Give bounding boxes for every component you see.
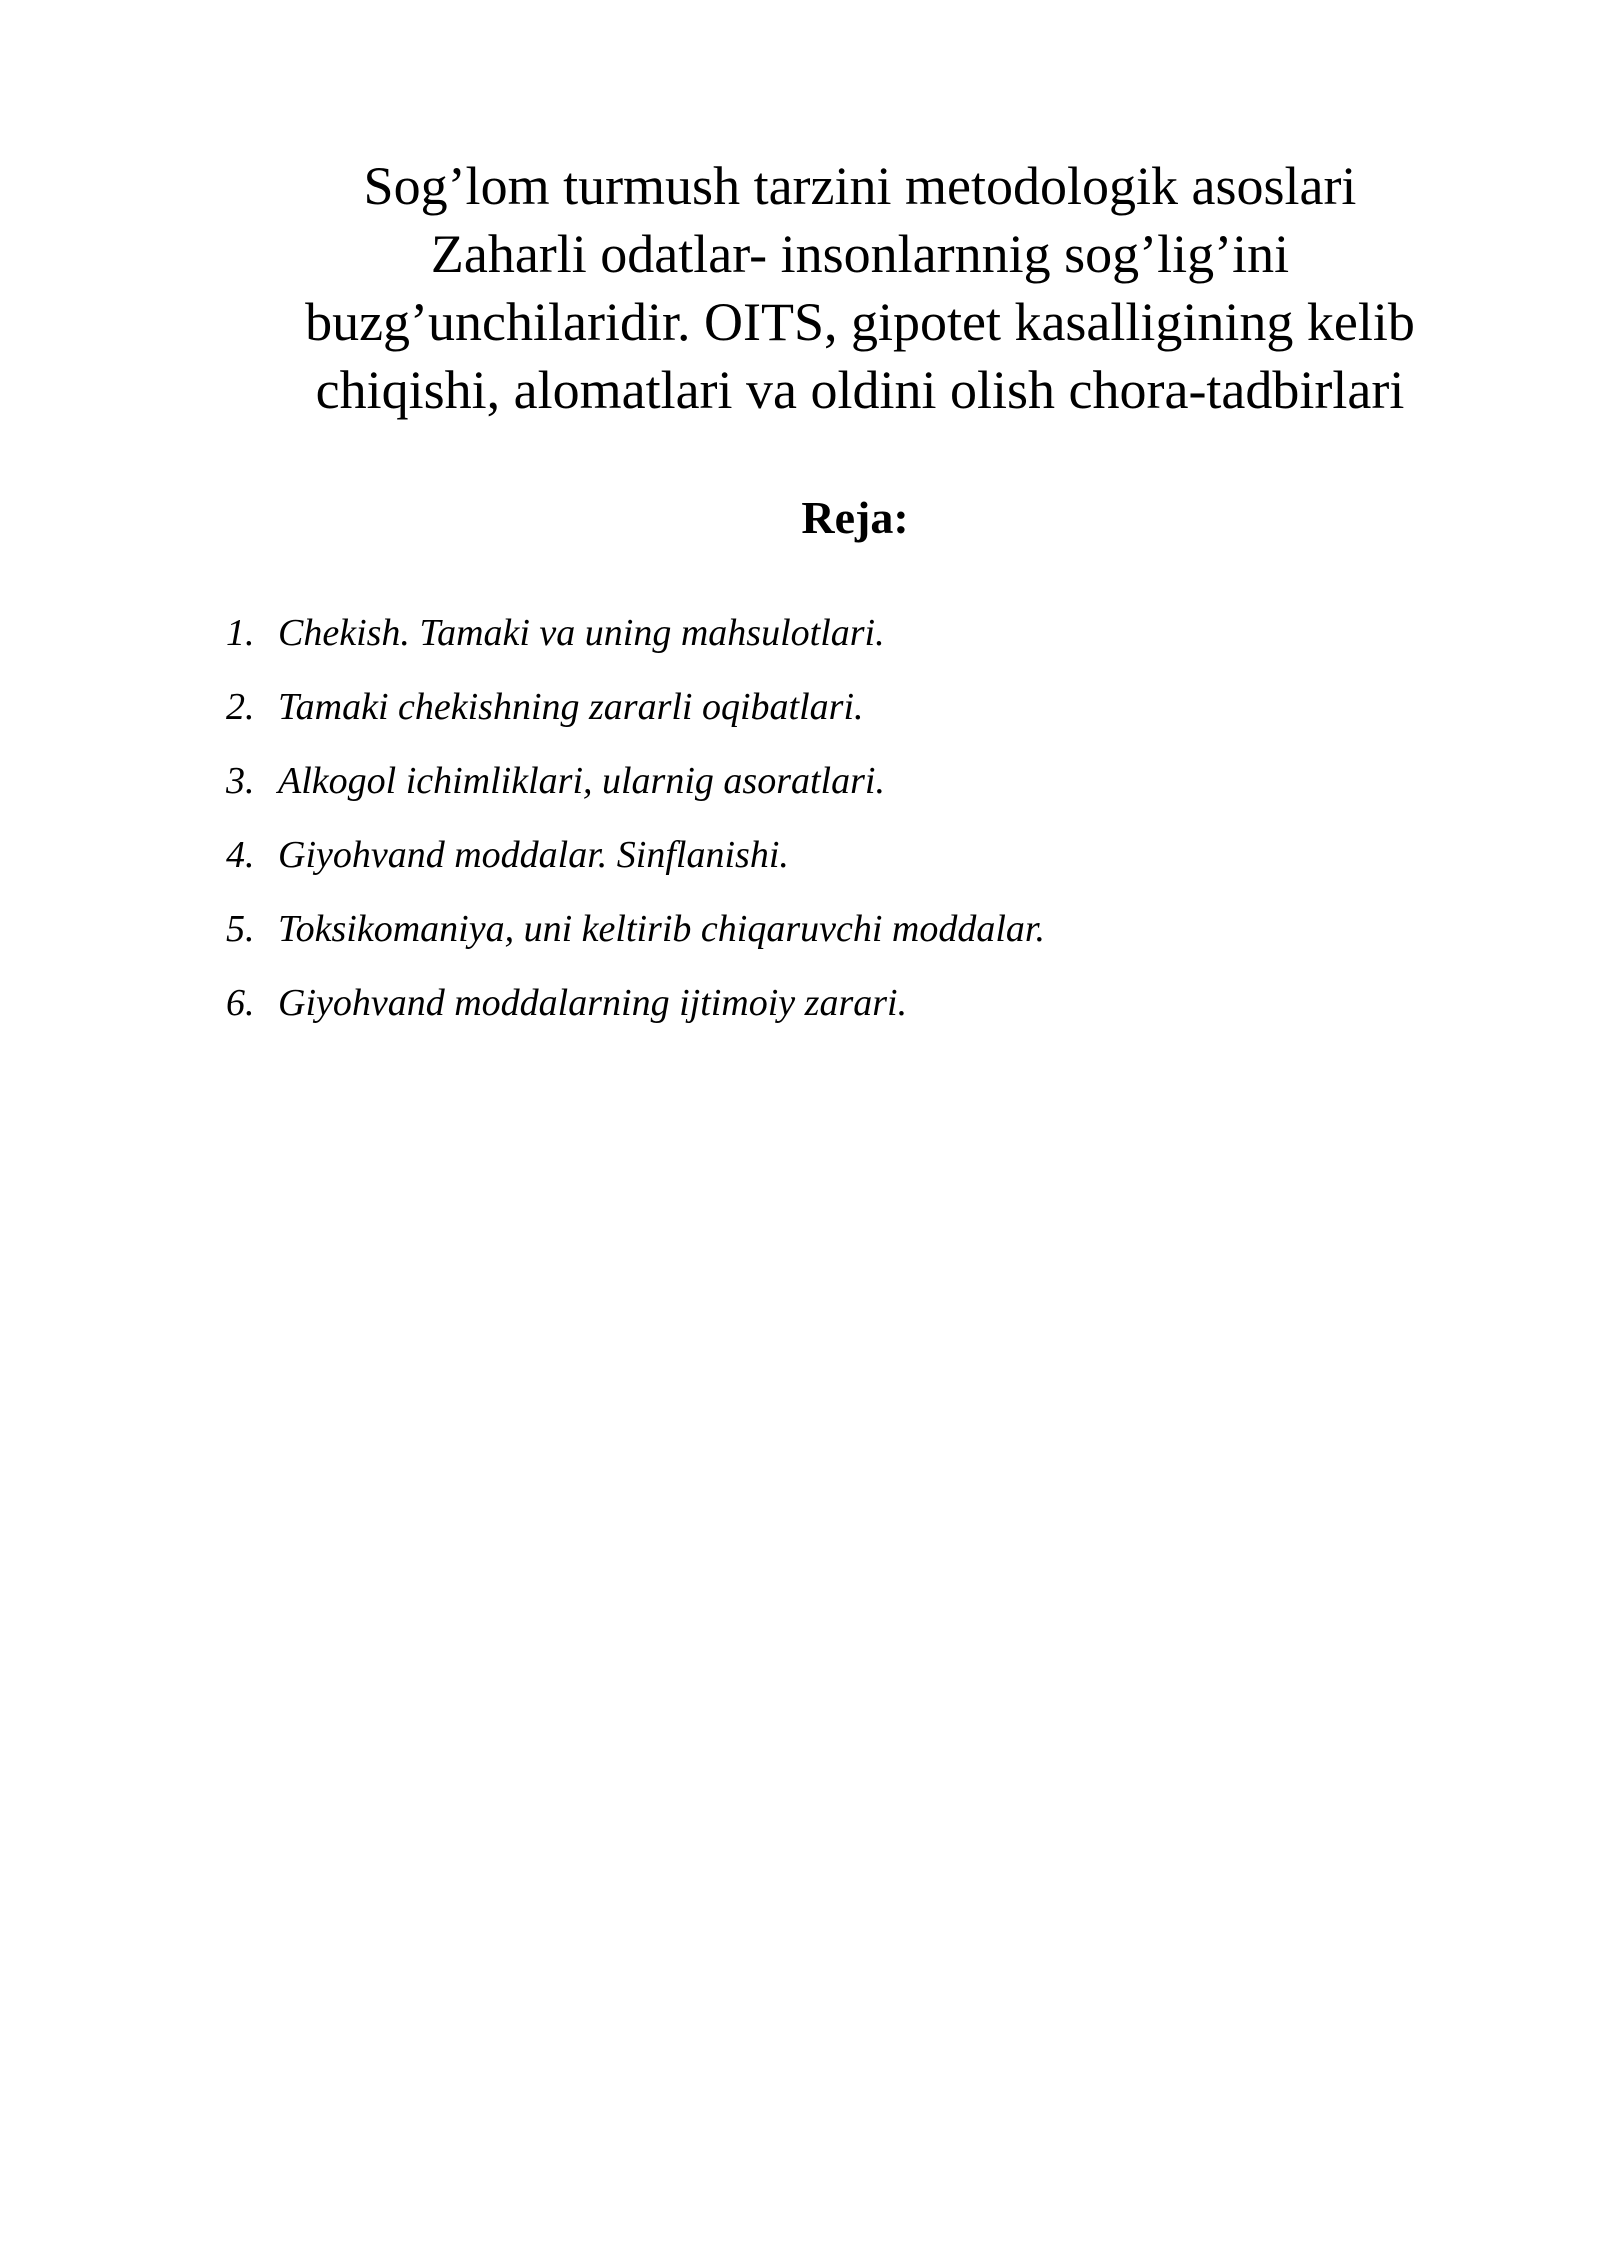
- plan-item: [226, 818, 1426, 892]
- plan-item-text: Giyohvand moddalar. Sinflanishi.: [278, 834, 789, 876]
- title-line: chiqishi, alomatlari va oldini olish chora-tadbirlari: [315, 360, 1405, 420]
- plan-item-number: 6.: [226, 982, 255, 1024]
- plan-item: [226, 966, 1426, 1040]
- plan-item: [226, 670, 1426, 744]
- title-line: Zaharli odatlar- insonlarnnig sog’lig’ini: [430, 224, 1290, 284]
- plan-item-text: Tamaki chekishning zararli oqibatlari.: [278, 686, 864, 728]
- plan-item: [226, 596, 1426, 670]
- plan-item-number: 2.: [226, 686, 255, 728]
- plan-item-text: Toksikomaniya, uni keltirib chiqaruvchi moddalar.: [278, 908, 1045, 950]
- plan-item-number: 1.: [226, 612, 255, 654]
- plan-item-number: 3.: [226, 760, 255, 802]
- plan-item: [226, 744, 1426, 818]
- title-line: Sog’lom turmush tarzini metodologik asoslari: [363, 156, 1357, 216]
- plan-item-text: Chekish. Tamaki va uning mahsulotlari.: [278, 612, 885, 654]
- document-title: [230, 152, 1490, 424]
- plan-heading: Reja:: [801, 492, 909, 543]
- title-line: buzg’unchilaridir. OITS, gipotet kasalligining kelib: [305, 292, 1415, 352]
- plan-item: [226, 892, 1426, 966]
- plan-item-number: 4.: [226, 834, 255, 876]
- plan-list: [226, 596, 1426, 1040]
- plan-item-number: 5.: [226, 908, 255, 950]
- plan-item-text: Giyohvand moddalarning ijtimoiy zarari.: [278, 982, 908, 1024]
- plan-item-text: Alkogol ichimliklari, ularnig asoratlari.: [278, 760, 885, 802]
